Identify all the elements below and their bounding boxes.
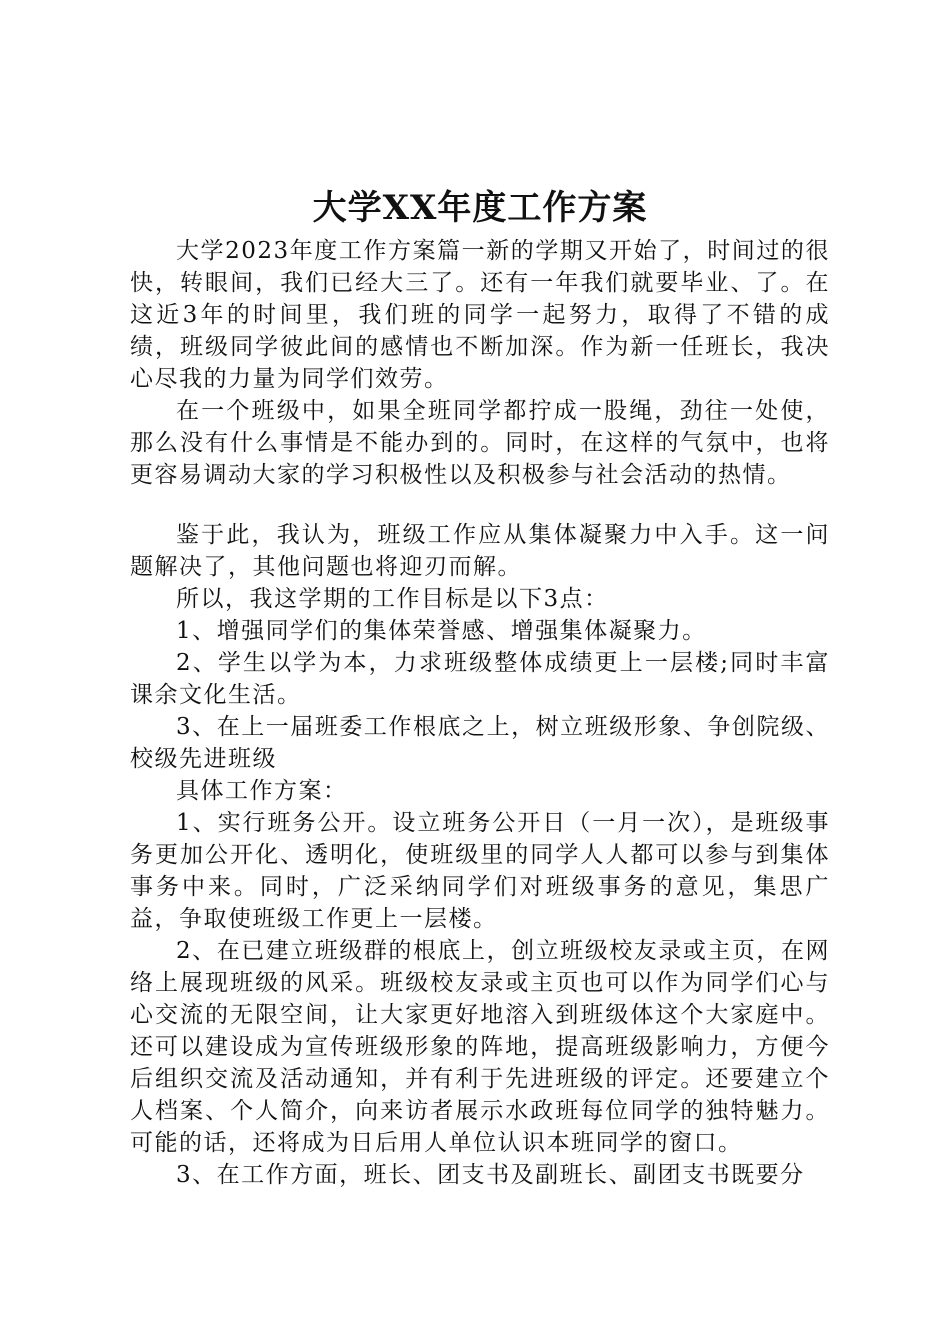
paragraph-approach: 鉴于此，我认为，班级工作应从集体凝聚力中入手。这一问题解决了，其他问题也将迎刃而解。	[130, 522, 830, 580]
plan-item-2: 2、在已建立班级群的根底上，创立班级校友录或主页，在网络上展现班级的风采。班级校友录或主页也可以作为同学们心与心交流的无限空间，让大家更好地溶入到班级体这个大家庭中。还可以建设成为宣传班级形象的阵地，提高班级影响力，方便今后组织交流及活动通知，并有利于先进班级的评定。还要建立个人档案、个人简介，向来访者展示水政班每位同学的独特魅力。可能的话，还将成为日后用人单位认识本班同学的窗口。	[130, 938, 830, 1156]
plan-item-1: 1、实行班务公开。设立班务公开日（一月一次），是班级事务更加公开化、透明化，使班级里的同学人人都可以参与到集体事务中来。同时，广泛采纳同学们对班级事务的意见，集思广益，争取使班级工作更上一层楼。	[130, 810, 830, 932]
paragraph-intro: 大学2023年度工作方案篇一新的学期又开始了，时间过的很快，转眼间，我们已经大三了。还有一年我们就要毕业、了。在这近3年的时间里，我们班的同学一起努力，取得了不错的成绩，班级同学彼此间的感情也不断加深。作为新一任班长，我决心尽我的力量为同学们效劳。	[130, 238, 830, 392]
paragraph-goals-intro: 所以，我这学期的工作目标是以下3点：	[176, 586, 609, 612]
goal-item-3: 3、在上一届班委工作根底之上，树立班级形象、争创院级、校级先进班级	[130, 714, 830, 772]
paragraph-unity: 在一个班级中，如果全班同学都拧成一股绳，劲往一处使，那么没有什么事情是不能办到的。同时，在这样的气氛中，也将更容易调动大家的学习积极性以及积极参与社会活动的热情。	[130, 398, 830, 488]
plan-heading: 具体工作方案：	[176, 778, 348, 804]
paragraph-spacer	[130, 491, 830, 519]
plan-item-3: 3、在工作方面，班长、团支书及副班长、副团支书既要分	[176, 1162, 805, 1188]
document-title: 大学XX年度工作方案	[312, 188, 648, 228]
document-page	[130, 183, 830, 1191]
goal-item-1: 1、增强同学们的集体荣誉感、增强集体凝聚力。	[176, 618, 707, 644]
goal-item-2: 2、学生以学为本，力求班级整体成绩更上一层楼;同时丰富课余文化生活。	[130, 650, 830, 708]
